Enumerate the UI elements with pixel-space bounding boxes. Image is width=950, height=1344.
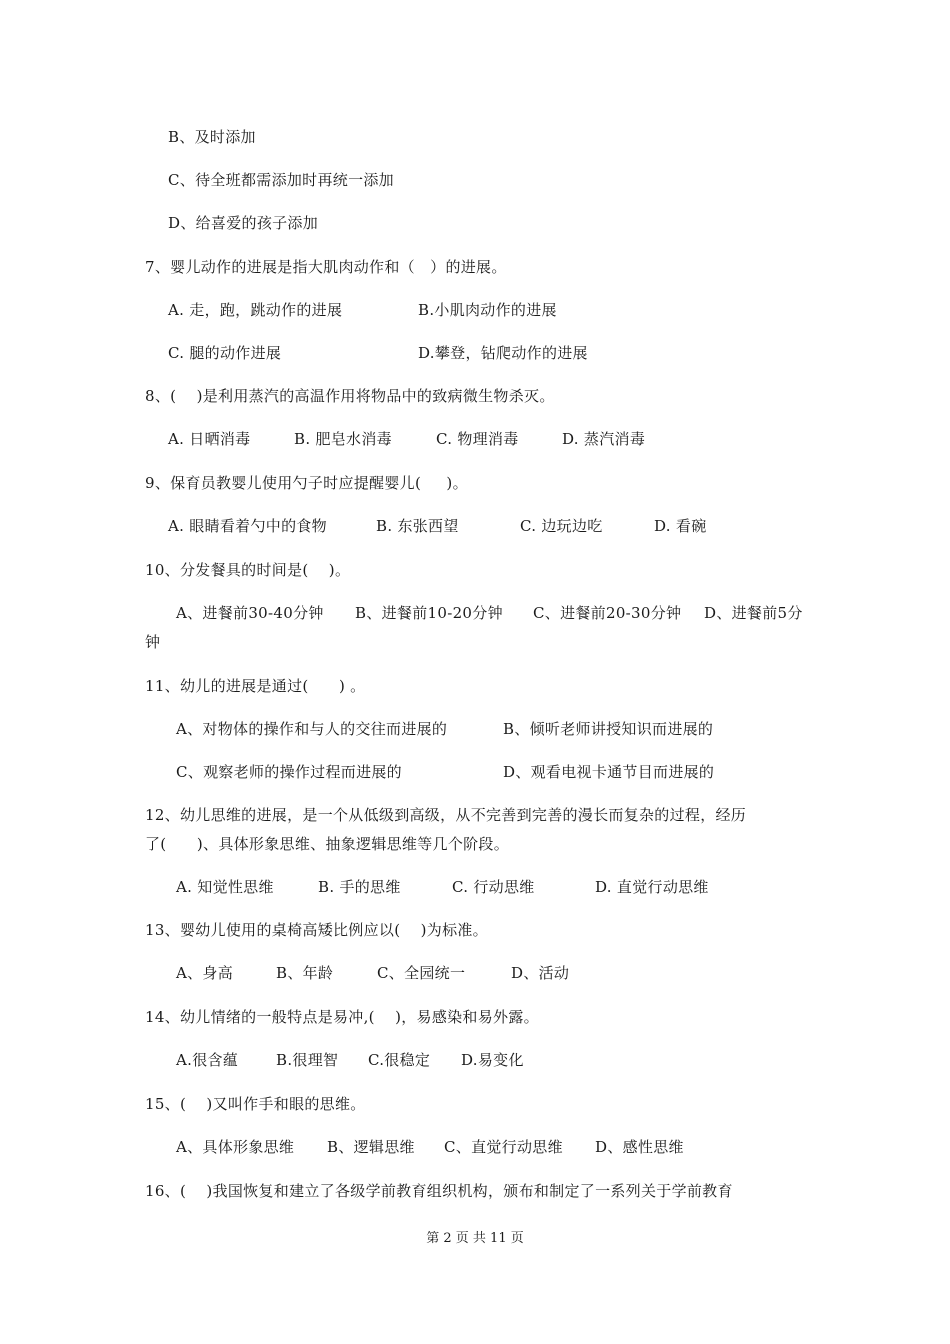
q10-option-a: A、进餐前30-40分钟 (176, 604, 324, 622)
q11-option-a: A、对物体的操作和与人的交往而进展的 (176, 720, 448, 738)
q11-stem: 11、幼儿的进展是通过( ) 。 (145, 677, 366, 695)
q7-stem: 7、婴儿动作的进展是指大肌肉动作和（ ）的进展。 (145, 258, 507, 276)
q12-option-a: A. 知觉性思维 (176, 878, 274, 896)
q6-option-d: D、给喜爱的孩子添加 (168, 214, 319, 232)
page-footer: 第 2 页 共 11 页 (426, 1231, 524, 1246)
q6-option-b: B、及时添加 (168, 128, 256, 146)
q12-option-c: C. 行动思维 (452, 878, 535, 896)
q9-option-a: A. 眼睛看着勺中的食物 (168, 517, 327, 535)
q14-option-c: C.很稳定 (368, 1051, 431, 1069)
q10-stem: 10、分发餐具的时间是( )。 (145, 561, 351, 579)
q11-option-c: C、观察老师的操作过程而进展的 (176, 763, 402, 781)
q13-stem: 13、婴幼儿使用的桌椅高矮比例应以( )为标准。 (145, 921, 488, 939)
q8-option-d: D. 蒸汽消毒 (562, 430, 646, 448)
q9-option-b: B. 东张西望 (376, 517, 459, 535)
q14-option-b: B.很理智 (276, 1051, 339, 1069)
q8-stem: 8、( )是利用蒸汽的高温作用将物品中的致病微生物杀灭。 (145, 387, 555, 405)
q9-option-c: C. 边玩边吃 (520, 517, 603, 535)
q13-option-d: D、活动 (511, 964, 570, 982)
q15-option-b: B、逻辑思维 (327, 1138, 415, 1156)
q12-option-b: B. 手的思维 (318, 878, 401, 896)
q8-option-c: C. 物理消毒 (436, 430, 519, 448)
q12-stem-line2: 了( )、具体形象思维、抽象逻辑思维等几个阶段。 (145, 835, 510, 853)
q10-option-d: D、进餐前5分 (704, 604, 803, 622)
q7-option-b: B.小肌肉动作的进展 (418, 301, 557, 319)
q13-option-b: B、年龄 (276, 964, 334, 982)
q14-stem: 14、幼儿情绪的一般特点是易冲,( )，易感染和易外露。 (145, 1008, 539, 1026)
q15-stem: 15、( )又叫作手和眼的思维。 (145, 1095, 366, 1113)
q7-option-c: C. 腿的动作进展 (168, 344, 282, 362)
q7-option-a: A. 走，跑，跳动作的进展 (168, 301, 343, 319)
q14-option-a: A.很含蕴 (176, 1051, 239, 1069)
q15-option-a: A、具体形象思维 (176, 1138, 295, 1156)
q15-option-d: D、感性思维 (595, 1138, 684, 1156)
q13-option-a: A、身高 (176, 964, 234, 982)
q13-option-c: C、全园统一 (377, 964, 466, 982)
q10-option-c: C、进餐前20-30分钟 (533, 604, 682, 622)
q9-option-d: D. 看碗 (654, 517, 707, 535)
q12-stem-line1: 12、幼儿思维的进展，是一个从低级到高级，从不完善到完善的漫长而复杂的过程，经历 (145, 806, 747, 824)
q10-option-d-continuation: 钟 (145, 633, 161, 651)
q7-option-d: D.攀登，钻爬动作的进展 (418, 344, 588, 362)
q14-option-d: D.易变化 (461, 1051, 524, 1069)
q12-option-d: D. 直觉行动思维 (595, 878, 709, 896)
q8-option-a: A. 日晒消毒 (168, 430, 251, 448)
q6-option-c: C、待全班都需添加时再统一添加 (168, 171, 394, 189)
q15-option-c: C、直觉行动思维 (444, 1138, 563, 1156)
q9-stem: 9、保育员教婴儿使用勺子时应提醒婴儿( )。 (145, 474, 468, 492)
q16-stem: 16、( )我国恢复和建立了各级学前教育组织机构，颁布和制定了一系列关于学前教育 (145, 1182, 733, 1200)
q8-option-b: B. 肥皂水消毒 (294, 430, 392, 448)
q11-option-b: B、倾听老师讲授知识而进展的 (503, 720, 714, 738)
q11-option-d: D、观看电视卡通节目而进展的 (503, 763, 715, 781)
q10-option-b: B、进餐前10-20分钟 (355, 604, 503, 622)
